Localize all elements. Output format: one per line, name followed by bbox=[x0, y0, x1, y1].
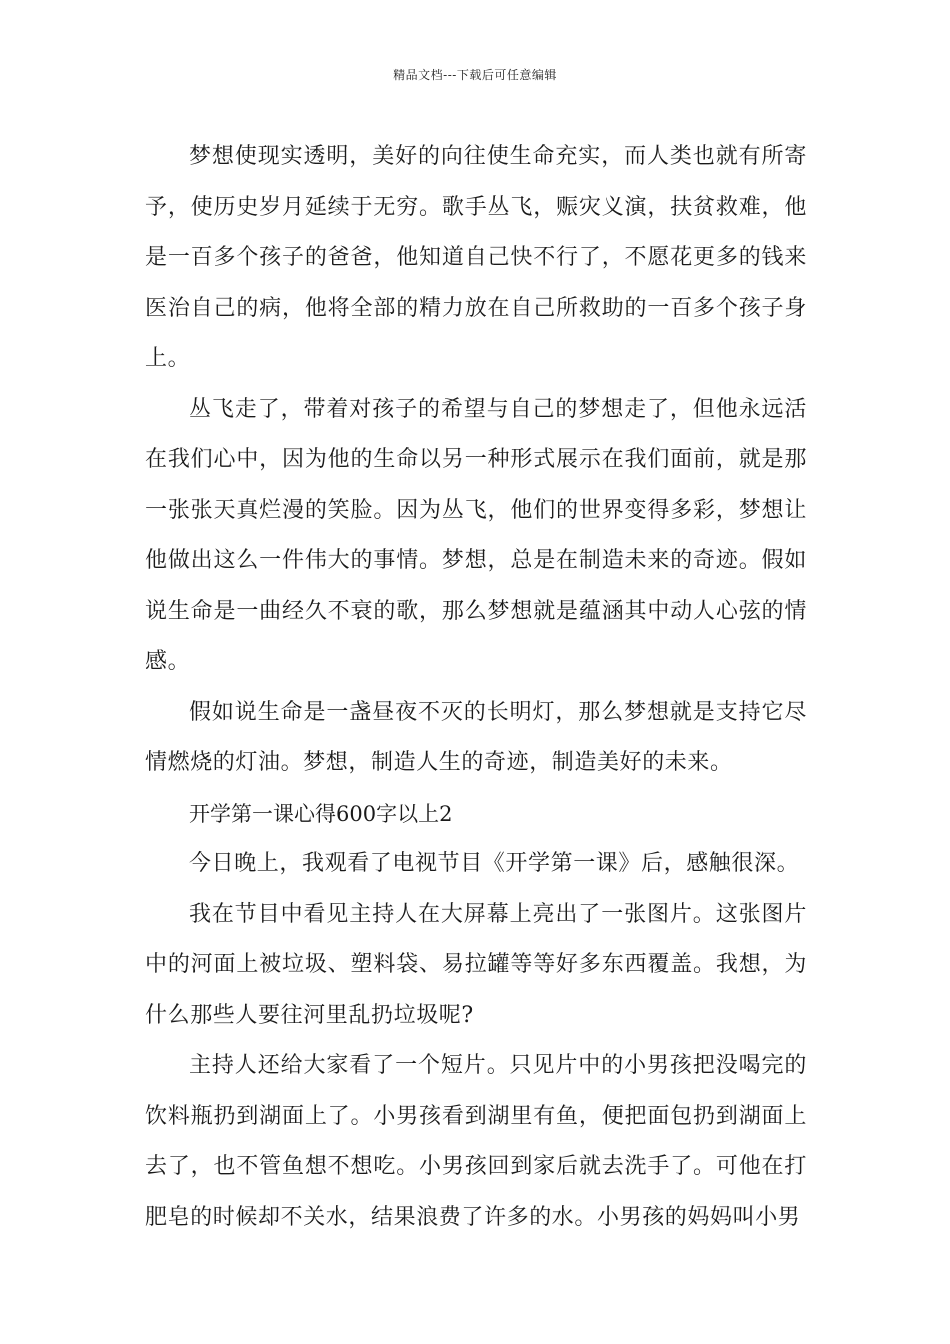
paragraph-dream-intro: 梦想使现实透明，美好的向往使生命充实，而人类也就有所寄予，使历史岁月延续于无穷。歌手丛飞，赈灾义演，扶贫救难，他是一百多个孩子的爸爸，他知道自己快不行了，不愿花更多的钱来医治自己的病，他将全部的精力放在自己所救助的一百多个孩子身上。 bbox=[145, 144, 807, 371]
paragraph-tv-program: 今日晚上，我观看了电视节目《开学第一课》后，感触很深。 bbox=[189, 851, 800, 876]
paragraph-lamp: 假如说生命是一盏昼夜不灭的长明灯，那么梦想就是支持它尽情燃烧的灯油。梦想，制造人生的奇迹，制造美好的未来。 bbox=[145, 699, 807, 775]
document-body bbox=[145, 132, 807, 1243]
paragraph-short-film: 主持人还给大家看了一个短片。只见片中的小男孩把没喝完的饮料瓶扔到湖面上了。小男孩看到湖里有鱼，便把面包扔到湖面上去了，也不管鱼想不想吃。小男孩回到家后就去洗手了。可他在打肥皂的时候却不关水，结果浪费了许多的水。小男孩的妈妈叫小男 bbox=[145, 1053, 807, 1230]
section-heading: 开学第一课心得600字以上2 bbox=[189, 801, 453, 826]
paragraph-congfei: 丛飞走了，带着对孩子的希望与自己的梦想走了，但他永远活在我们心中，因为他的生命以另一种形式展示在我们面前，就是那一张张天真烂漫的笑脸。因为丛飞，他们的世界变得多彩，梦想让他做出这么一件伟大的事情。梦想，总是在制造未来的奇迹。假如说生命是一曲经久不衰的歌，那么梦想就是蕴涵其中动人心弦的情感。 bbox=[145, 396, 807, 674]
paragraph-river-picture: 我在节目中看见主持人在大屏幕上亮出了一张图片。这张图片中的河面上被垃圾、塑料袋、易拉罐等等好多东西覆盖。我想，为什么那些人要往河里乱扔垃圾呢? bbox=[145, 901, 807, 1028]
page-header: 精品文档---下载后可任意编辑 bbox=[393, 68, 557, 82]
